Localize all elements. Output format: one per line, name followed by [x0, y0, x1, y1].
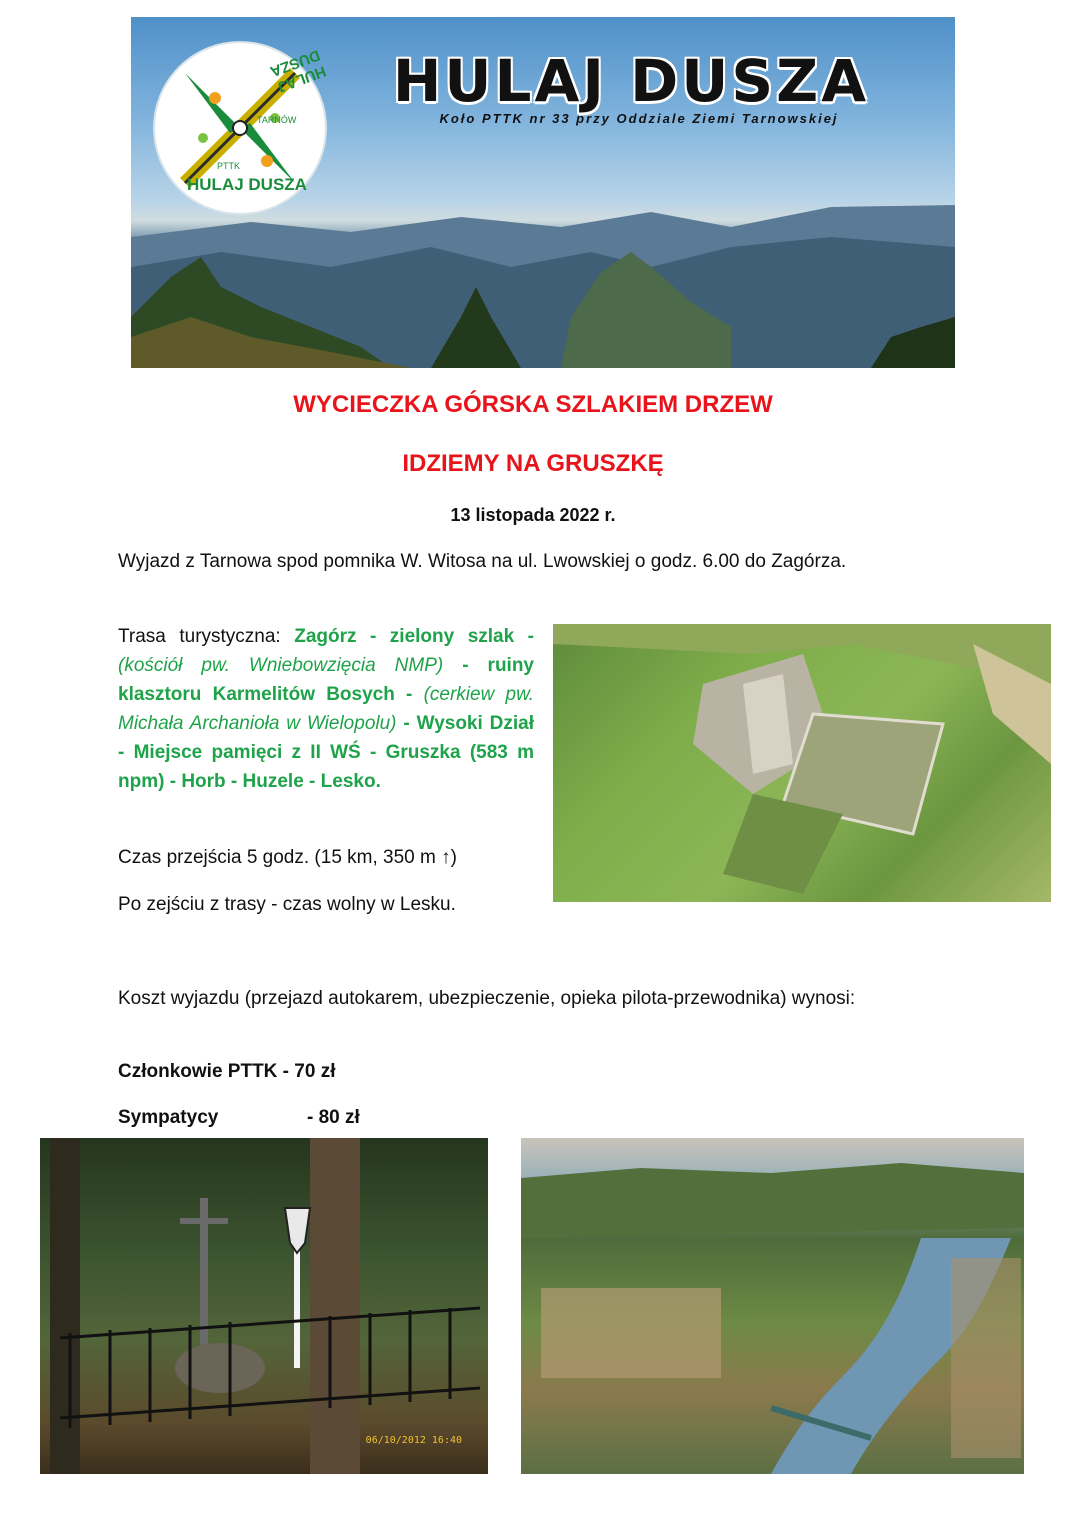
price-supporters-value: - 80 zł [307, 1107, 360, 1128]
route-label: Trasa turystyczna: [118, 626, 281, 647]
header-banner [131, 17, 955, 368]
club-logo [153, 41, 327, 215]
logo-text-small-2: TARNÓW [257, 115, 297, 125]
route-segment-2: (kościół pw. Wniebowzięcia NMP) [118, 655, 444, 676]
brand-subtitle: Koło PTTK nr 33 przy Oddziale Ziemi Tarnowskiej [439, 111, 839, 126]
memorial-photo [40, 1138, 488, 1474]
walking-time: Czas przejścia 5 godz. (15 km, 350 m ↑) [118, 847, 457, 868]
monastery-ruins-photo [553, 624, 1051, 902]
route-segment-4: (cerkiew pw. Michała Archanioła w Wielopolu) [118, 684, 535, 734]
route-segment-3: - ruiny klasztoru Karmelitów Bosych - [118, 655, 535, 705]
price-members: Członkowie PTTK - 70 zł [118, 1061, 336, 1082]
logo-text-small-1: PTTK [217, 161, 241, 171]
brand-title: HULAJ DUSZA [392, 47, 870, 115]
cost-info: Koszt wyjazdu (przejazd autokarem, ubezpieczenie, opieka pilota-przewodnika) wynosi: [118, 988, 856, 1009]
route-segment-5: - Wysoki Dział - Miejsce pamięci z II WŚ - Gruszka (583 m npm) - Horb - Huzele - Lesko. [118, 713, 534, 792]
trip-subtitle: IDZIEMY NA GRUSZKĘ [402, 450, 664, 477]
trip-title: WYCIECZKA GÓRSKA SZLAKIEM DRZEW [293, 391, 773, 418]
lesko-aerial-photo [521, 1138, 1024, 1474]
logo-text-top: HULAJ DUSZA [267, 46, 329, 96]
departure-info: Wyjazd z Tarnowa spod pomnika W. Witosa na ul. Lwowskiej o godz. 6.00 do Zagórza. [118, 551, 847, 572]
after-trail-info: Po zejściu z trasy - czas wolny w Lesku. [118, 894, 456, 915]
logo-text-bottom: HULAJ DUSZA [187, 175, 307, 194]
price-supporters-label: Sympatycy [118, 1107, 219, 1128]
trip-date: 13 listopada 2022 r. [450, 505, 616, 525]
route-segment-1: Zagórz - zielony szlak - [294, 626, 534, 647]
route-description [118, 622, 534, 796]
photo-date-stamp: 06/10/2012 16:40 [365, 1435, 462, 1446]
